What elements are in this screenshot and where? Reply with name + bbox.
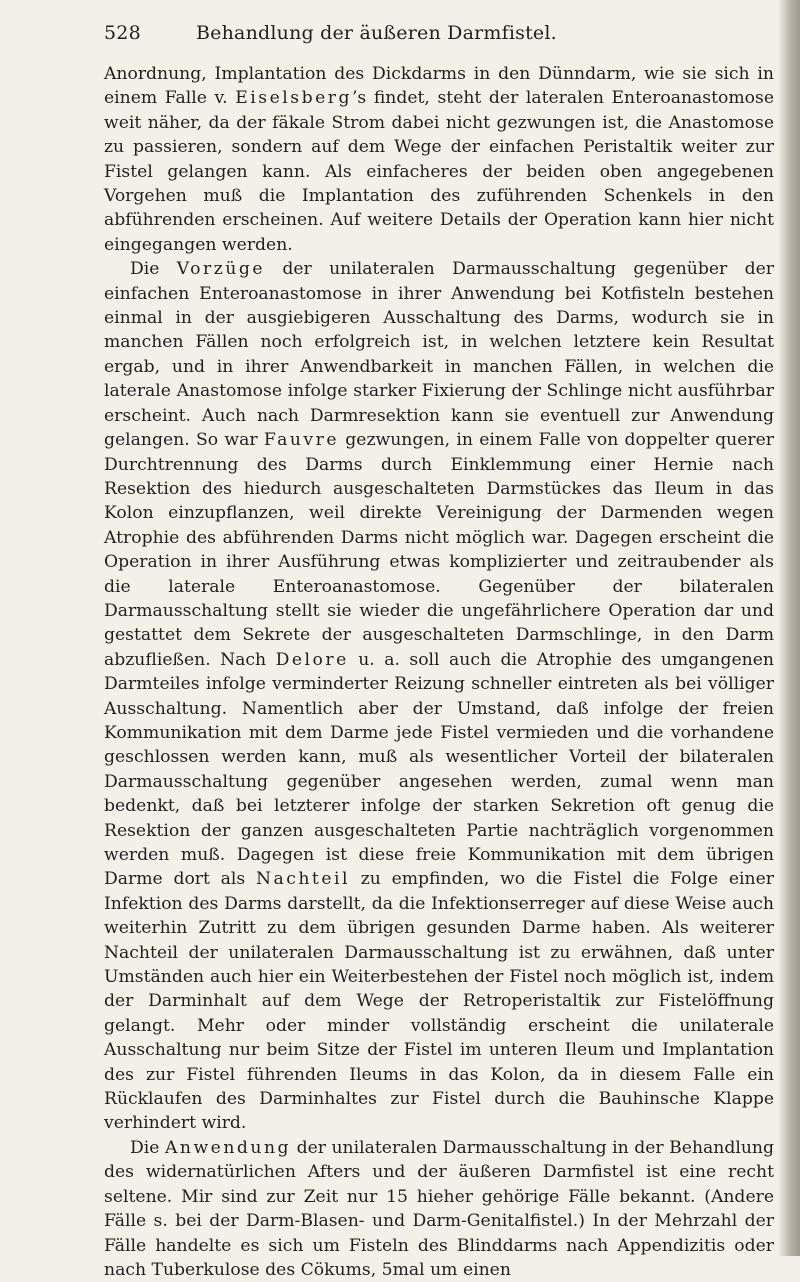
page-number: 528	[104, 22, 141, 44]
text-run: u. a. soll auch die Atrophie des umgangenen Darmteiles infolge verminderter Reizung schneller eintreten als bei völliger Ausschaltung. Namentlich aber der Umstand, daß infolge der freien Kommunikation mit dem Darme jede Fistel vermieden und die vorhandene geschlossen werden kann, muß als wesentlicher Vorteil der bilateralen Darmausschaltung gegenüber angesehen werden, zumal wenn man bedenkt, daß bei letzterer infolge der starken Sekretion oft genug die Resektion der ganzen ausgeschalteten Partie nachträglich vorgenommen werden muß. Dagegen ist diese freie Kommunikation mit dem übrigen Darme dort als	[104, 649, 774, 890]
body-text	[104, 62, 774, 1282]
text-run: Die	[130, 259, 177, 280]
emphasis-vorzuege: Vorzüge	[176, 259, 265, 280]
author-name-eiselsberg: Eiselsberg	[235, 88, 352, 109]
emphasis-anwendung: Anwendung	[164, 1137, 292, 1158]
running-head: Behandlung der äußeren Darmfistel.	[196, 22, 557, 44]
author-name-fauvre: Fauvre	[263, 430, 340, 451]
text-run: der unilateralen Darmausschaltung in der Behandlung des widernatürlichen Afters und der äußeren Darmfistel ist eine recht seltene. Mir sind zur Zeit nur 15 hieher gehörige Fälle bekannt. (Andere Fälle s. bei der Darm-Blasen- und Darm-Genitalfistel.) In der Mehrzahl der Fälle handelte es sich um Fisteln des Blinddarms nach Appendizitis oder nach Tuberkulose des Cökums, 5mal um einen	[104, 1137, 774, 1280]
author-name-delore: Delore	[275, 649, 349, 670]
paragraph-2	[104, 257, 774, 1136]
text-run: Anordnung, Implantation des Dickdarms in den Dünndarm, wie sie sich in einem Falle v.	[104, 64, 774, 109]
text-run: zu empfinden, wo die Fistel die Folge einer Infektion des Darms darstellt, da die Infektionserreger auf diese Weise auch weiterhin Zutritt zu dem übrigen gesunden Darme haben. Als weiterer Nachteil der unilateralen Darmausschaltung ist zu erwähnen, daß unter Umständen auch hier ein Weiterbestehen der Fistel noch möglich ist, indem der Darminhalt auf dem Wege der Retroperistaltik zur Fistelöffnung gelangt. Mehr oder minder vollständig erscheint die unilaterale Ausschaltung nur beim Sitze der Fistel im unteren Ileum und Implantation des zur Fistel führenden Ileums in das Kolon, da in diesem Falle ein Rücklaufen des Darminhaltes zur Fistel durch die Bauhinsche Klappe verhindert wird.	[104, 869, 774, 1134]
text-run: gezwungen, in einem Falle von doppelter querer Durchtrennung des Darms durch Einklemmung einer Hernie nach Resektion des hiedurch ausgeschalteten Darmstückes das Ileum in das Kolon einzupflanzen, weil direkte Vereinigung der Darmenden wegen Atrophie des abführenden Darms nicht möglich war. Dagegen erscheint die Operation in ihrer Ausführung etwas komplizierter und zeitraubender als die laterale Enteroanastomose. Gegenüber der bilateralen Darmausschaltung stellt sie wieder die ungefährlichere Operation dar und gestattet dem Sekrete der ausgeschalteten Darmschlinge, in den Darm abzufließen. Nach	[104, 430, 774, 670]
text-run: der unilateralen Darmausschaltung gegenüber der einfachen Enteroanastomose in ihrer Anwendung bei Kotfisteln bestehen einmal in der ausgiebigeren Ausschaltung des Darms, wodurch sie in manchen Fällen noch erfolgreich ist, in welchen letztere kein Resultat ergab, und in ihrer Anwendbarkeit in manchen Fällen, in welchen die laterale Anastomose infolge starker Fixierung der Schlinge nicht ausführbar erscheint. Auch nach Darmresektion kann sie eventuell zur Anwendung gelangen. So war	[104, 259, 774, 451]
paragraph-3	[104, 1136, 774, 1282]
text-run: ’s findet, steht der lateralen Enteroanastomose weit näher, da der fäkale Strom dabei nicht gezwungen ist, die Anastomose zu passieren, sondern auf dem Wege der einfachen Peristaltik weiter zur Fistel gelangen kann. Als einfacheres der beiden oben angegebenen Vorgehen muß die Implantation des zuführenden Schenkels in den abführenden erscheinen. Auf weitere Details der Operation kann hier nicht eingegangen werden.	[104, 88, 774, 255]
emphasis-nachteil: Nachteil	[255, 869, 350, 890]
text-run: Die	[130, 1137, 165, 1158]
paragraph-1	[104, 62, 774, 257]
page-edge-shadow	[778, 0, 800, 1256]
